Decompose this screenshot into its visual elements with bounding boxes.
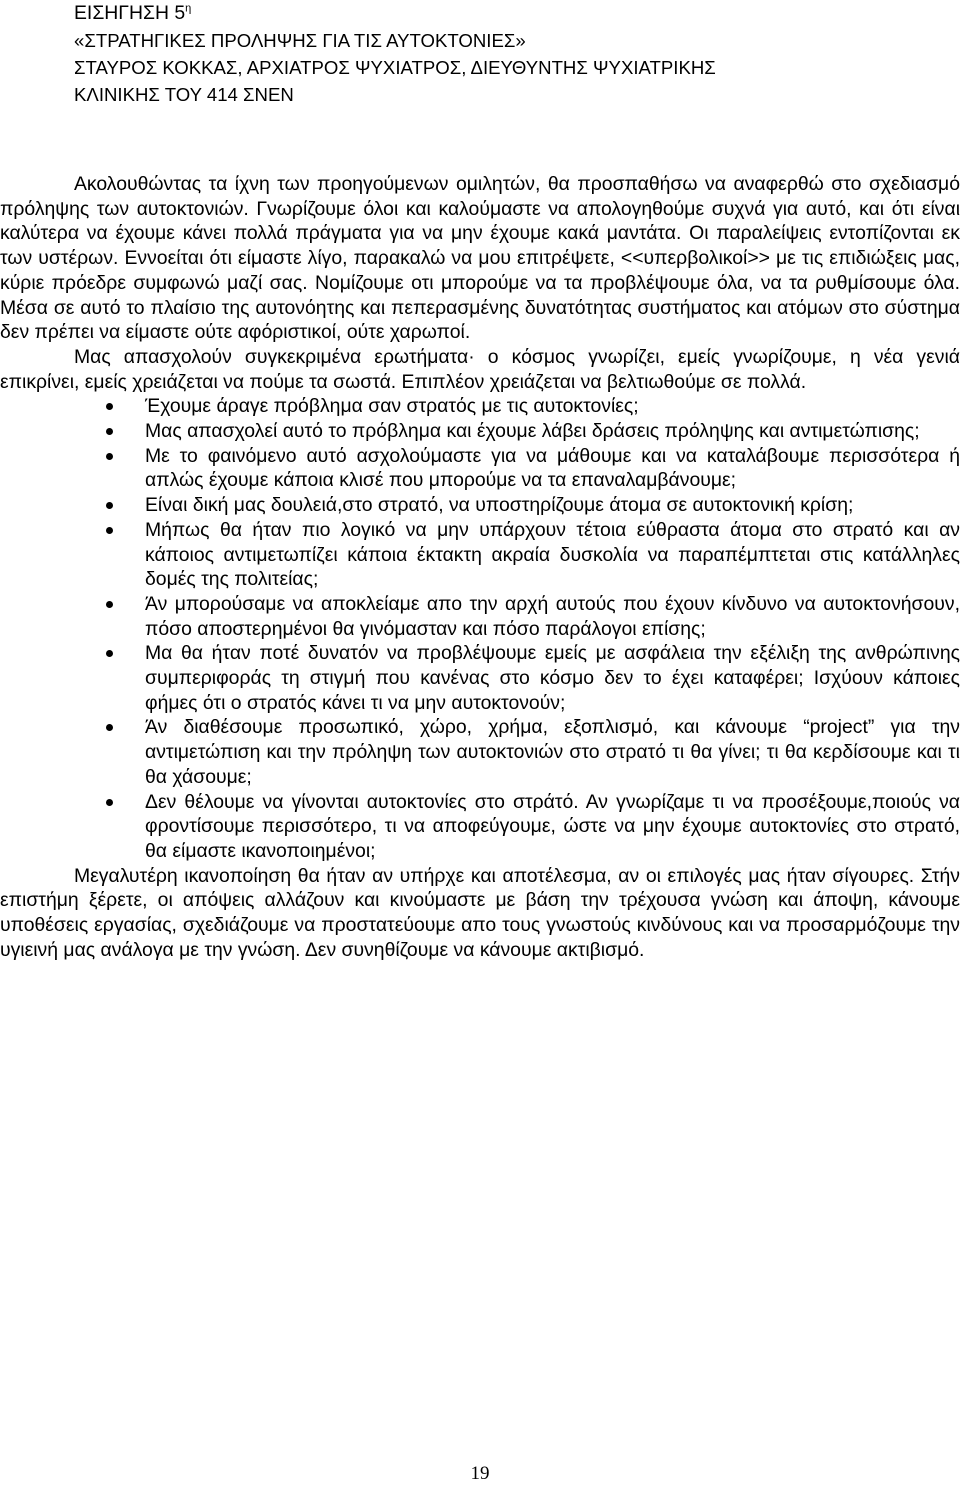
list-item-text: Άν διαθέσουμε προσωπικό, χώρο, χρήμα, εξοπλισμό, και κάνουμε “project” για την αντιμετώπιση και την πρόληψη των αυτοκτονιών στο στρατό τι θα γίνει; τι θα κερδίσουμε και τι θα χάσουμε; [145,716,960,788]
bullet-icon [106,799,113,806]
list-item [0,641,960,715]
list-item-text: Μα θα ήταν ποτέ δυνατόν να προβλέψουμε εμείς με ασφάλεια την εξέλιξη της ανθρώπινης συμπεριφοράς τη στιγμή που κανένας στο κόσμο δεν το έχει καταφέρει; Ισχύουν κάποιες φήμες ότι ο στρατός κάνει τι να μην αυτοκτονούν; [145,642,960,714]
list-item [0,493,960,518]
list-item [0,419,960,444]
bullet-icon [106,403,113,410]
author-line-2: ΚΛΙΝΙΚΗΣ ΤΟΥ 414 ΣΝΕΝ [74,84,294,105]
list-item-text: Δεν θέλουμε να γίνονται αυτοκτονίες στο στράτό. Αν γνωρίζαμε τι να προσέξουμε,ποιούς να φροντίσουμε περισσότερο, τι να αποφεύγουμε, ώστε να μην έχουμε αυτοκτονίες στο στρατό, θα είμαστε ικανοποιημένοι; [145,790,960,862]
document-header [74,0,716,108]
paragraph-intro: Ακολουθώντας τα ίχνη των προηγούμενων ομιλητών, θα προσπαθήσω να αναφερθώ στο σχεδιασμό πρόληψης των αυτοκτονιών. Γνωρίζουμε όλοι και καλούμαστε να απολογηθούμε συχνά για αυτό, και ότι είναι καλύτερα να έχουμε κάνει πολλά πράγματα για να μην έχουμε κακά μαντάτα. Οι παραλείψεις εντοπίζονται εκ των υστέρων. Εννοείται ότι είμαστε λίγο, παρακαλώ να μου επιτρέψετε, <<υπερβολικοί>> με τις επιδιώξεις μας, κύριε πρόεδρε συμφωνώ μαζί σας. Νομίζουμε οτι μπορούμε να τα προβλέψουμε όλα, να τα ρυθμίσουμε όλα. Μέσα σε αυτό το πλαίσιο της αυτονόητης και πεπερασμένης δυνατότητας συστήματος και ατόμων στο σύστημα δεν πρέπει να είμαστε ούτε αφόριστικοί, ούτε χαρωποί. [0,173,960,344]
list-item-text: Άν μπορούσαμε να αποκλείαμε απο την αρχή αυτούς που έχουν κίνδυνο να αυτοκτονήσουν, πόσο αποστερημένοι θα γινόμασταν και πόσο παράλογοι επίσης; [145,592,960,640]
list-item-text: Μήπως θα ήταν πιο λογικό να μην υπάρχουν τέτοια εύθραστα άτομα στο στρατό και αν κάποιος αντιμετωπίζει κάποια έκτακτη ακραία δυσκολία να παραπέμπτεται στις κατάλληλες δομές της πολιτείας; [145,518,960,591]
paragraph-closing: Μεγαλυτέρη ικανοποίηση θα ήταν αν υπήρχε και αποτέλεσμα, αν οι επιλογές μας ήταν σίγουρες. Στήν επιστήμη ξέρετε, οι απόψεις αλλάζουν και κινούμαστε με βάση την τρέχουσα γνώση και άποψη, κάνουμε υποθέσεις εργασίας, σχεδιάζουμε να προστατεύουμε απο τους γνωστούς κινδύνους και να προσαρμόζουμε την υγιεινή μας ανάλογα με την γνώση. Δεν συνηθίζουμε να κάνουμε ακτιβισμό. [0,864,960,961]
list-item [0,592,960,641]
bullet-icon [106,527,113,534]
list-item [0,790,960,864]
list-item [0,518,960,592]
list-item-text: Μας απασχολεί αυτό το πρόβλημα και έχουμε λάβει δράσεις πρόληψης και αντιμετώπισης; [145,420,920,443]
bullet-icon [106,601,113,608]
questions-list [0,394,960,863]
bullet-icon [106,724,113,731]
document-body [0,172,960,963]
bullet-icon [106,453,113,460]
list-item-text: Είναι δική μας δουλειά,στο στρατό, να υποστηρίζουμε άτομα σε αυτοκτονική κρίση; [145,494,854,517]
lecture-title-text: ΕΙΣΗΓΗΣΗ 5 [74,2,186,24]
list-item [0,715,960,789]
list-item-text: Με το φαινόμενο αυτό ασχολούμαστε για να μάθουμε και να καταλάβουμε περισσότερα ή απλώς έχουμε κάποια κλισέ που μπορούμε να τα επαναλαμβάνουμε; [145,444,960,492]
author-line-1: ΣΤΑΥΡΟΣ ΚΟΚΚΑΣ, ΑΡΧΙΑΤΡΟΣ ΨΥΧΙΑΤΡΟΣ, ΔΙΕΥΘΥΝΤΗΣ ΨΥΧΙΑΤΡΙΚΗΣ [74,57,716,78]
lecture-subtitle: «ΣΤΡΑΤΗΓΙΚΕΣ ΠΡΟΛΗΨΗΣ ΓΙΑ ΤΙΣ ΑΥΤΟΚΤΟΝΙΕΣ» [74,30,526,51]
lecture-title [74,0,716,27]
bullet-icon [106,502,113,509]
bullet-icon [106,428,113,435]
list-item [0,444,960,493]
bullet-icon [106,650,113,657]
paragraph-questions-intro: Μας απασχολούν συγκεκριμένα ερωτήματα· ο κόσμος γνωρίζει, εμείς γνωρίζουμε, η νέα γενιά επικρίνει, εμείς χρειάζεται να πούμε τα σωστά. Επιπλέον χρειάζεται να βελτιωθούμε σε πολλά. [0,345,960,393]
page-number: 19 [470,1463,490,1484]
lecture-title-superscript: η [185,2,192,15]
list-item-text: Έχουμε άραγε πρόβλημα σαν στρατός με τις αυτοκτονίες; [145,395,639,418]
list-item [0,394,960,419]
